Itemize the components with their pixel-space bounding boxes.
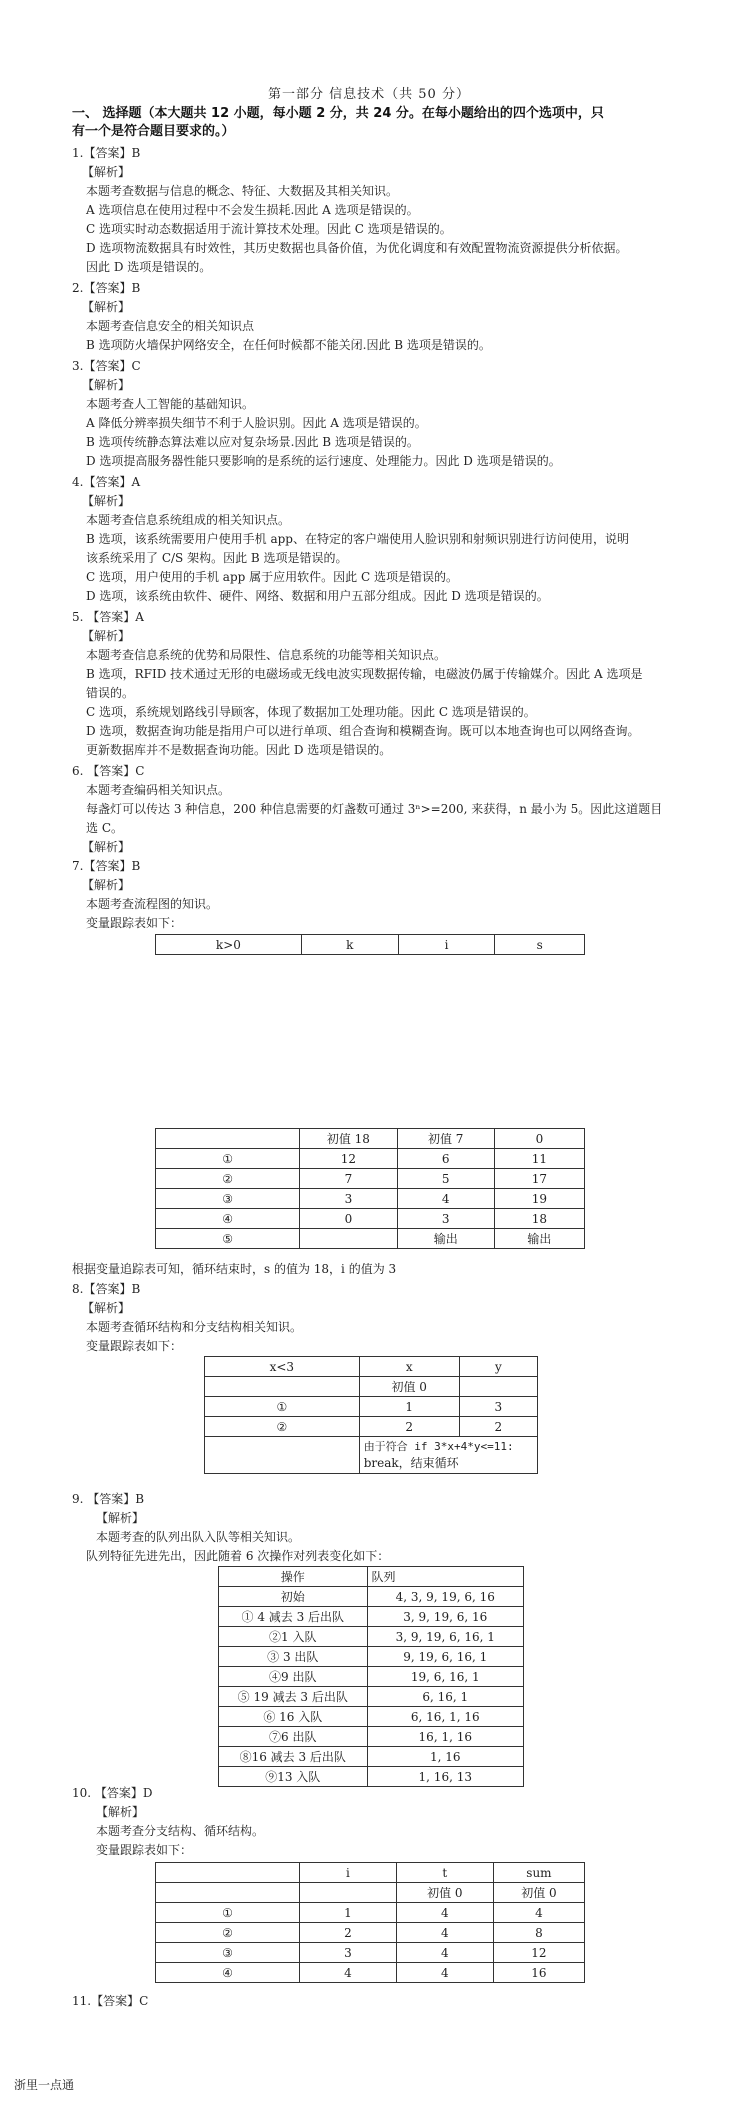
table-row [219, 1707, 524, 1727]
table-cell: y [459, 1357, 537, 1377]
q1-answer: 1.【答案】B [72, 146, 141, 160]
table-cell: ④ [156, 1209, 300, 1229]
table-cell: ⑧16 减去 3 后出队 [219, 1747, 368, 1767]
q5-text: D 选项，数据查询功能是指用户可以进行单项、组合查询和模糊查询。既可以本地查询也可以网络查询。 [86, 724, 640, 738]
q3-text: D 选项提高服务器性能只要影响的是系统的运行速度、处理能力。因此 D 选项是错误的。 [86, 454, 561, 468]
q3-text: B 选项传统静态算法难以应对复杂场景.因此 B 选项是错误的。 [86, 435, 419, 449]
q8-analysis-label: 【解析】 [82, 1301, 131, 1315]
table-cell: 2 [459, 1417, 537, 1437]
table-cell: ⑤ 19 减去 3 后出队 [219, 1687, 368, 1707]
q7-answer: 7.【答案】B [72, 859, 141, 873]
q7-conclusion: 根据变量追踪表可知，循环结束时，s 的值为 18，i 的值为 3 [72, 1262, 397, 1276]
q3-answer: 3.【答案】C [72, 359, 141, 373]
table-cell: ⑤ [156, 1229, 300, 1249]
q1-analysis-label: 【解析】 [82, 165, 131, 179]
q9-answer: 9. 【答案】B [72, 1492, 145, 1506]
q11-answer: 11.【答案】C [72, 1994, 149, 2008]
table-row [156, 1903, 585, 1923]
q4-text: 该系统采用了 C/S 架构。因此 B 选项是错误的。 [86, 551, 348, 565]
table-row [156, 1169, 585, 1189]
table-cell: 6 [397, 1149, 494, 1169]
q7-trace-table-header [155, 934, 585, 955]
table-cell: 18 [494, 1209, 584, 1229]
table-row [219, 1647, 524, 1667]
table-row [219, 1567, 524, 1587]
table-row [156, 1189, 585, 1209]
table-cell: x<3 [205, 1357, 360, 1377]
q1-text: D 选项物流数据具有时效性，其历史数据也具备价值，为优化调度和有效配置物流资源提供分析依据。 [86, 241, 628, 255]
q9-queue-table [218, 1566, 524, 1787]
q8-note-line: 由于符合 if 3*x+4*y<=11: [363, 1440, 514, 1453]
table-cell: 1 [359, 1397, 459, 1417]
table-cell: t [396, 1863, 493, 1883]
table-cell: 7 [300, 1169, 397, 1189]
table-cell: 初始 [219, 1587, 368, 1607]
table-cell: 17 [494, 1169, 584, 1189]
q5-text: 错误的。 [86, 686, 135, 700]
table-row [205, 1357, 538, 1377]
table-cell: 3 [300, 1189, 397, 1209]
q10-analysis-label: 【解析】 [96, 1805, 145, 1819]
table-cell: ④9 出队 [219, 1667, 368, 1687]
table-cell: 操作 [219, 1567, 368, 1587]
table-cell: s [495, 935, 585, 955]
table-cell: ① [205, 1397, 360, 1417]
table-cell: 11 [494, 1149, 584, 1169]
table-cell: 初值 0 [359, 1377, 459, 1397]
table-cell: ⑦6 出队 [219, 1727, 368, 1747]
table-row [156, 935, 585, 955]
table-cell: 初值 7 [397, 1129, 494, 1149]
table-cell: sum [493, 1863, 584, 1883]
table-cell: ② [156, 1169, 300, 1189]
q1-text: A 选项信息在使用过程中不会发生损耗.因此 A 选项是错误的。 [86, 203, 419, 217]
table-cell: 16 [493, 1963, 584, 1983]
table-cell: 1 [300, 1903, 397, 1923]
table-cell: 16, 1, 16 [367, 1727, 523, 1747]
q4-text: B 选项，该系统需要用户使用手机 app、在特定的客户端使用人脸识别和射频识别进行访问使用，说明 [86, 532, 629, 546]
page-title: 第一部分 信息技术（共 50 分） [268, 87, 470, 102]
table-row [219, 1667, 524, 1687]
table-row [219, 1627, 524, 1647]
q10-answer: 10. 【答案】D [72, 1786, 153, 1800]
table-cell: 19, 6, 16, 1 [367, 1667, 523, 1687]
q5-text: B 选项，RFID 技术通过无形的电磁场或无线电波实现数据传输，电磁波仍属于传输媒介。因此 A 选项是 [86, 667, 643, 681]
table-cell [156, 1883, 300, 1903]
table-cell: 8 [493, 1923, 584, 1943]
q4-text: 本题考查信息系统组成的相关知识点。 [86, 513, 291, 527]
q5-text: C 选项，系统规划路线引导顾客，体现了数据加工处理功能。因此 C 选项是错误的。 [86, 705, 536, 719]
table-row [219, 1767, 524, 1787]
table-cell: ⑨13 入队 [219, 1767, 368, 1787]
q4-answer: 4.【答案】A [72, 475, 141, 489]
table-cell: 0 [494, 1129, 584, 1149]
q2-analysis-label: 【解析】 [82, 300, 131, 314]
q8-answer: 8.【答案】B [72, 1282, 141, 1296]
footer-watermark: 浙里一点通 [14, 2078, 75, 2092]
table-cell: ② [205, 1417, 360, 1437]
table-cell: 4 [300, 1963, 397, 1983]
table-cell: 初值 18 [300, 1129, 397, 1149]
table-cell: 初值 0 [396, 1883, 493, 1903]
table-cell: 6, 16, 1 [367, 1687, 523, 1707]
table-row [219, 1607, 524, 1627]
section-heading-cont: 有一个是符合题目要求的。） [72, 124, 235, 139]
table-cell: ② [156, 1923, 300, 1943]
table-cell: ④ [156, 1963, 300, 1983]
table-cell: 3 [397, 1209, 494, 1229]
q5-text: 本题考查信息系统的优势和局限性、信息系统的功能等相关知识点。 [86, 648, 447, 662]
table-cell: ① 4 减去 3 后出队 [219, 1607, 368, 1627]
table-cell: i [300, 1863, 397, 1883]
table-row [156, 1229, 585, 1249]
table-cell [300, 1229, 397, 1249]
q7-analysis-label: 【解析】 [82, 878, 131, 892]
table-row [156, 1963, 585, 1983]
table-cell [156, 1129, 300, 1149]
table-row [219, 1587, 524, 1607]
q5-analysis-label: 【解析】 [82, 629, 131, 643]
q9-text: 本题考查的队列出队入队等相关知识。 [96, 1530, 301, 1544]
q7-trace-table [155, 1128, 585, 1249]
table-cell: 输出 [494, 1229, 584, 1249]
table-cell: 12 [300, 1149, 397, 1169]
table-row [219, 1747, 524, 1767]
table-cell: 0 [300, 1209, 397, 1229]
q5-answer: 5. 【答案】A [72, 610, 144, 624]
table-row [156, 1883, 585, 1903]
table-cell: ③ [156, 1943, 300, 1963]
q7-text: 变量跟踪表如下： [86, 916, 183, 930]
q4-text: D 选项，该系统由软件、硬件、网络、数据和用户五部分组成。因此 D 选项是错误的。 [86, 589, 549, 603]
q3-analysis-label: 【解析】 [82, 378, 131, 392]
section-heading: 一、 选择题（本大题共 12 小题，每小题 2 分，共 24 分。在每小题给出的四个选项中，只 [72, 106, 604, 121]
table-cell: 2 [359, 1417, 459, 1437]
table-row [205, 1417, 538, 1437]
table-cell: 3, 9, 19, 6, 16 [367, 1607, 523, 1627]
q8-note-line: break，结束循环 [363, 1456, 459, 1470]
table-row [156, 1209, 585, 1229]
q6-text: 选 C。 [86, 821, 123, 835]
q4-analysis-label: 【解析】 [82, 494, 131, 508]
q10-trace-table [155, 1862, 585, 1983]
table-cell [205, 1437, 360, 1474]
table-cell: ① [156, 1149, 300, 1169]
q10-text: 本题考查分支结构、循环结构。 [96, 1824, 265, 1838]
table-row [156, 1943, 585, 1963]
table-row [156, 1863, 585, 1883]
q4-text: C 选项，用户使用的手机 app 属于应用软件。因此 C 选项是错误的。 [86, 570, 458, 584]
q2-answer: 2.【答案】B [72, 281, 141, 295]
q8-text: 变量跟踪表如下： [86, 1339, 183, 1353]
q3-text: 本题考查人工智能的基础知识。 [86, 397, 255, 411]
table-cell: 队列 [367, 1567, 523, 1587]
table-cell: i [398, 935, 495, 955]
table-row [219, 1687, 524, 1707]
table-cell: 1, 16, 13 [367, 1767, 523, 1787]
table-cell: 3 [459, 1397, 537, 1417]
q5-text: 更新数据库并不是数据查询功能。因此 D 选项是错误的。 [86, 743, 392, 757]
q6-text: 每盏灯可以传达 3 种信息，200 种信息需要的灯盏数可通过 3ⁿ>=200, 来获得，n 最小为 5。因此这道题目 [86, 802, 663, 816]
table-cell [300, 1883, 397, 1903]
table-row [219, 1727, 524, 1747]
table-cell: 12 [493, 1943, 584, 1963]
table-row [156, 1923, 585, 1943]
table-cell: 6, 16, 1, 16 [367, 1707, 523, 1727]
table-row [156, 1149, 585, 1169]
table-row [205, 1437, 538, 1474]
table-cell: ① [156, 1903, 300, 1923]
q6-text: 本题考查编码相关知识点。 [86, 783, 231, 797]
q8-text: 本题考查循环结构和分支结构相关知识。 [86, 1320, 303, 1334]
q2-text: 本题考查信息安全的相关知识点 [86, 319, 255, 333]
table-cell: 4 [396, 1923, 493, 1943]
table-note-cell [359, 1437, 537, 1474]
table-cell: 4 [493, 1903, 584, 1923]
table-cell [205, 1377, 360, 1397]
q10-text: 变量跟踪表如下： [96, 1843, 193, 1857]
table-cell: ③ [156, 1189, 300, 1209]
table-cell: 输出 [397, 1229, 494, 1249]
q6-analysis-label: 【解析】 [82, 840, 131, 854]
table-cell: 2 [300, 1923, 397, 1943]
table-cell: 1, 16 [367, 1747, 523, 1767]
table-cell [156, 1863, 300, 1883]
q6-answer: 6. 【答案】C [72, 764, 145, 778]
table-cell: 4, 3, 9, 19, 6, 16 [367, 1587, 523, 1607]
q1-text: C 选项实时动态数据适用于流计算技术处理。因此 C 选项是错误的。 [86, 222, 452, 236]
q1-text: 本题考查数据与信息的概念、特征、大数据及其相关知识。 [86, 184, 399, 198]
table-cell: ②1 入队 [219, 1627, 368, 1647]
table-cell: 4 [396, 1903, 493, 1923]
q7-text: 本题考查流程图的知识。 [86, 897, 219, 911]
table-cell: 4 [396, 1963, 493, 1983]
table-row [205, 1377, 538, 1397]
table-cell: x [359, 1357, 459, 1377]
q8-trace-table [204, 1356, 538, 1474]
table-cell [459, 1377, 537, 1397]
q9-text: 队列特征先进先出，因此随着 6 次操作对列表变化如下： [86, 1549, 390, 1563]
table-cell: 9, 19, 6, 16, 1 [367, 1647, 523, 1667]
table-cell: k>0 [156, 935, 302, 955]
table-row [156, 1129, 585, 1149]
q2-text: B 选项防火墙保护网络安全，在任何时候都不能关闭.因此 B 选项是错误的。 [86, 338, 491, 352]
q9-analysis-label: 【解析】 [96, 1511, 145, 1525]
q1-text: 因此 D 选项是错误的。 [86, 260, 212, 274]
table-cell: ③ 3 出队 [219, 1647, 368, 1667]
table-cell: 19 [494, 1189, 584, 1209]
table-cell: 5 [397, 1169, 494, 1189]
table-cell: 4 [397, 1189, 494, 1209]
table-cell: 3 [300, 1943, 397, 1963]
q3-text: A 降低分辨率损失细节不利于人脸识别。因此 A 选项是错误的。 [86, 416, 427, 430]
table-cell: 初值 0 [493, 1883, 584, 1903]
table-cell: 3, 9, 19, 6, 16, 1 [367, 1627, 523, 1647]
table-cell: 4 [396, 1943, 493, 1963]
table-row [205, 1397, 538, 1417]
table-cell: ⑥ 16 入队 [219, 1707, 368, 1727]
table-cell: k [301, 935, 398, 955]
